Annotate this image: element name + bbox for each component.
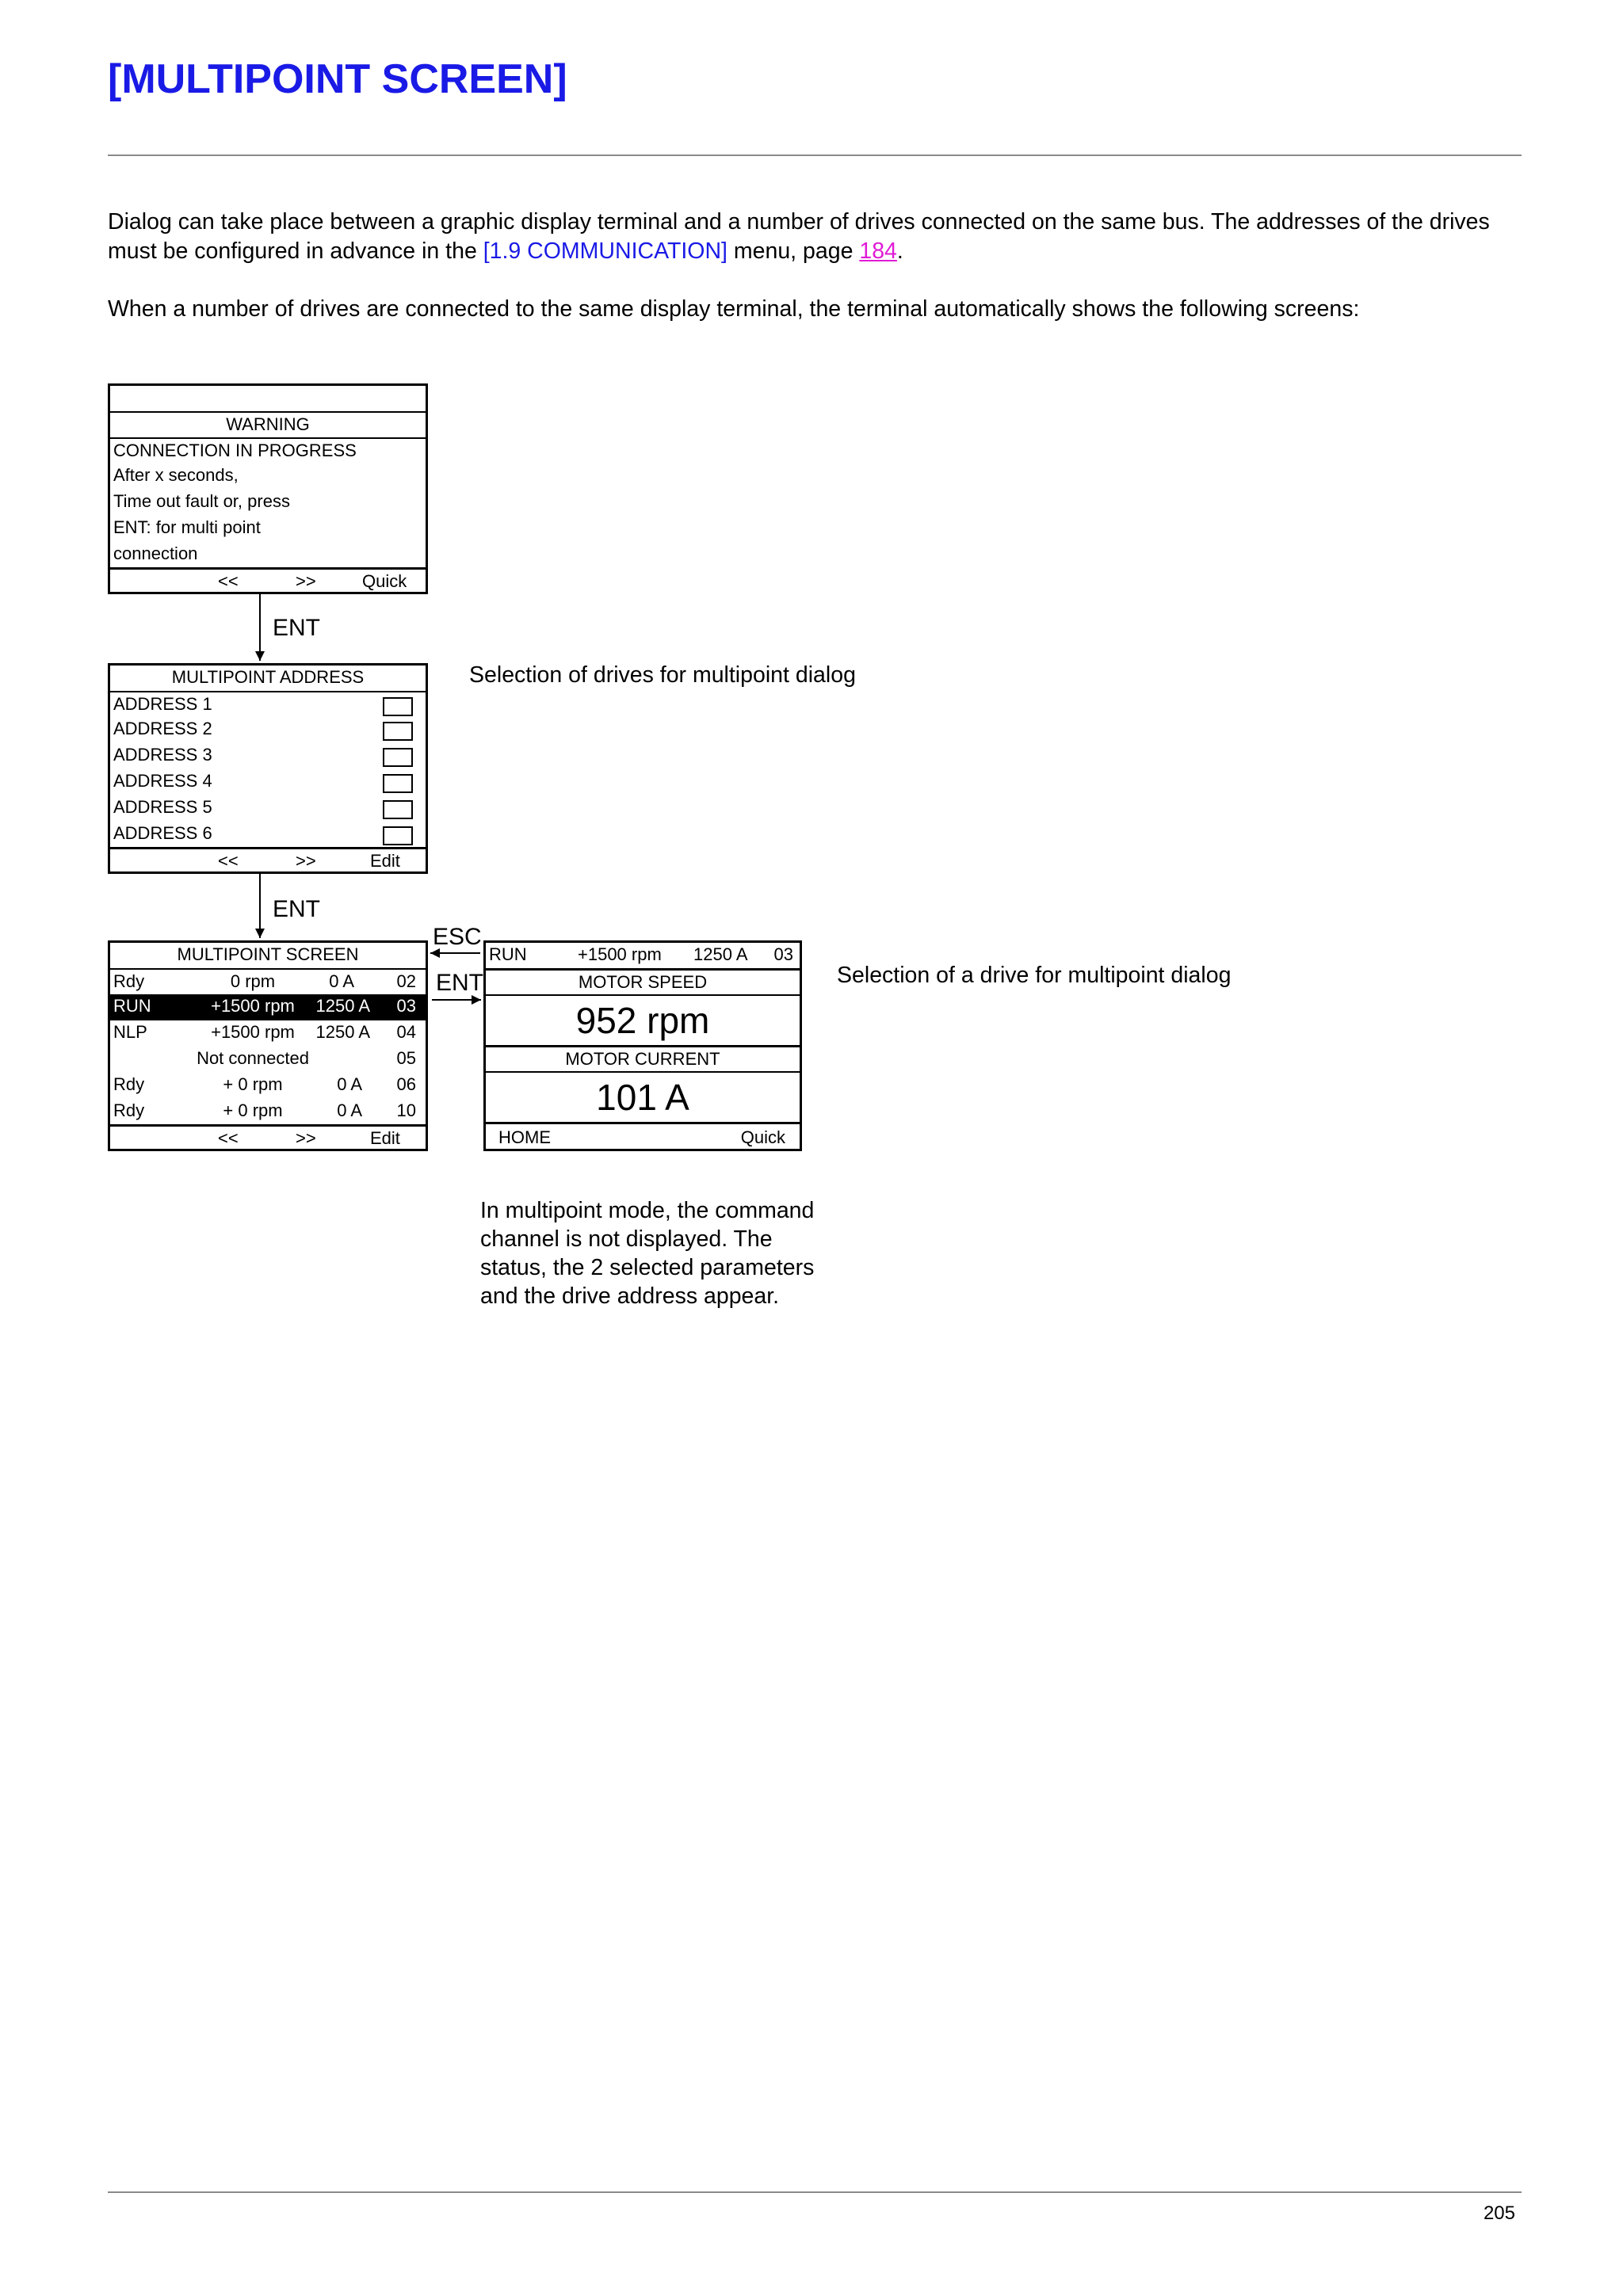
drive-status: Rdy bbox=[113, 1074, 145, 1094]
address-screen-caption: Selection of drives for multipoint dialog bbox=[469, 662, 856, 688]
address-checkbox[interactable] bbox=[383, 722, 413, 741]
home-key[interactable]: HOME bbox=[498, 1127, 551, 1147]
warning-line-text: CONNECTION IN PROGRESS bbox=[113, 441, 357, 460]
address-item-5[interactable] bbox=[110, 795, 426, 822]
communication-menu-reference: [1.9 COMMUNICATION] bbox=[483, 238, 727, 264]
drive-row-05[interactable] bbox=[110, 1047, 426, 1073]
address-item-label: ADDRESS 1 bbox=[113, 694, 212, 714]
note-line-1: In multipoint mode, the command bbox=[480, 1198, 815, 1223]
drive-current: 1250 A bbox=[315, 996, 370, 1016]
drive-address: 03 bbox=[773, 944, 793, 964]
ent-key-label-1: ENT bbox=[273, 615, 320, 641]
multipoint-header: MULTIPOINT SCREEN bbox=[177, 944, 359, 964]
drive-current: 0 A bbox=[329, 971, 354, 991]
motor-speed-label: MOTOR SPEED bbox=[486, 968, 800, 994]
prev-key[interactable]: << bbox=[218, 851, 239, 871]
top-rule bbox=[108, 154, 1522, 156]
multipoint-address-screen bbox=[108, 663, 428, 874]
warning-line-3 bbox=[110, 490, 426, 516]
note-line-2: channel is not displayed. The bbox=[480, 1226, 773, 1252]
drive-status-bar bbox=[486, 943, 800, 968]
address-item-label: ADDRESS 3 bbox=[113, 745, 212, 765]
address-item-label: ADDRESS 4 bbox=[113, 771, 212, 791]
drive-current: 0 A bbox=[337, 1100, 362, 1120]
address-checkbox[interactable] bbox=[383, 800, 413, 819]
drive-status: Rdy bbox=[113, 1100, 145, 1120]
warning-screen bbox=[108, 383, 428, 594]
warning-line-4 bbox=[110, 516, 426, 542]
drive-current: 0 A bbox=[337, 1074, 362, 1094]
intro-text-end: . bbox=[896, 238, 903, 264]
drive-address: 04 bbox=[396, 1022, 416, 1042]
address-item-label: ADDRESS 2 bbox=[113, 719, 212, 738]
warning-footer bbox=[110, 567, 426, 592]
address-item-2[interactable] bbox=[110, 717, 426, 743]
drive-speed: + 0 rpm bbox=[223, 1074, 283, 1094]
drive-current: 1250 A bbox=[693, 944, 748, 964]
address-item-6[interactable] bbox=[110, 822, 426, 848]
warning-line-text: After x seconds, bbox=[113, 465, 239, 485]
ent-key-label-3: ENT bbox=[436, 970, 483, 996]
bottom-rule bbox=[108, 2191, 1522, 2193]
drive-address: 06 bbox=[396, 1074, 416, 1094]
warning-screen-top-bar bbox=[110, 386, 426, 411]
warning-line-text: ENT: for multi point bbox=[113, 517, 261, 537]
page-title: [MULTIPOINT SCREEN] bbox=[108, 56, 567, 102]
next-key[interactable]: >> bbox=[296, 1128, 316, 1148]
drive-speed: + 0 rpm bbox=[223, 1100, 283, 1120]
intro-paragraph-1 bbox=[108, 208, 1526, 266]
address-item-label: ADDRESS 6 bbox=[113, 823, 212, 843]
quick-key[interactable]: Quick bbox=[362, 571, 407, 591]
motor-current-label: MOTOR CURRENT bbox=[486, 1045, 800, 1071]
multipoint-footer bbox=[110, 1124, 426, 1149]
warning-header: WARNING bbox=[110, 411, 426, 437]
warning-line-5 bbox=[110, 542, 426, 568]
next-key[interactable]: >> bbox=[296, 571, 316, 591]
warning-line-2 bbox=[110, 463, 426, 490]
address-checkbox[interactable] bbox=[383, 774, 413, 793]
address-header: MULTIPOINT ADDRESS bbox=[171, 667, 365, 687]
drive-row-06[interactable] bbox=[110, 1073, 426, 1099]
address-item-label: ADDRESS 5 bbox=[113, 797, 212, 817]
drive-row-03-selected[interactable] bbox=[110, 994, 426, 1020]
edit-key[interactable]: Edit bbox=[370, 1128, 400, 1148]
next-key[interactable]: >> bbox=[296, 851, 316, 871]
drive-status: Rdy bbox=[113, 971, 145, 991]
intro-text-middle: menu, page bbox=[727, 238, 860, 264]
drive-status: NLP bbox=[113, 1022, 147, 1042]
drive-speed: 0 rpm bbox=[230, 971, 276, 991]
motor-speed-value: 952 rpm bbox=[486, 994, 800, 1045]
address-checkbox[interactable] bbox=[383, 697, 413, 716]
address-checkbox[interactable] bbox=[383, 748, 413, 767]
drive-address: 03 bbox=[396, 996, 416, 1016]
prev-key[interactable]: << bbox=[218, 571, 239, 591]
warning-line-text: connection bbox=[113, 543, 198, 563]
warning-line-1 bbox=[110, 437, 426, 463]
address-checkbox[interactable] bbox=[383, 826, 413, 845]
motor-current-value: 101 A bbox=[486, 1071, 800, 1122]
note-line-4: and the drive address appear. bbox=[480, 1283, 780, 1309]
drive-row-10[interactable] bbox=[110, 1099, 426, 1125]
drive-speed: +1500 rpm bbox=[211, 996, 295, 1016]
drive-row-02[interactable] bbox=[110, 968, 426, 994]
drive-detail-footer bbox=[486, 1122, 800, 1149]
drive-address: 10 bbox=[396, 1100, 416, 1120]
esc-key-label: ESC bbox=[433, 924, 482, 950]
drive-address: 02 bbox=[396, 971, 416, 991]
drive-status: RUN bbox=[113, 996, 151, 1016]
address-item-3[interactable] bbox=[110, 743, 426, 769]
ent-key-label-2: ENT bbox=[273, 896, 320, 922]
multipoint-screen bbox=[108, 940, 428, 1151]
intro-paragraph-2: When a number of drives are connected to the same display terminal, the terminal automatically shows the following screens: bbox=[108, 296, 1360, 322]
note-line-3: status, the 2 selected parameters bbox=[480, 1255, 815, 1280]
address-footer bbox=[110, 847, 426, 871]
drive-status: RUN bbox=[489, 944, 527, 964]
drive-current: 1250 A bbox=[315, 1022, 370, 1042]
drive-detail-screen bbox=[483, 940, 802, 1151]
quick-key[interactable]: Quick bbox=[740, 1127, 785, 1147]
drive-row-04[interactable] bbox=[110, 1020, 426, 1047]
page-link-184[interactable]: 184 bbox=[859, 238, 897, 264]
drive-screen-caption: Selection of a drive for multipoint dialog bbox=[837, 963, 1232, 988]
address-item-1[interactable] bbox=[110, 691, 426, 717]
intro-text-start: Dialog can take place between a graphic display terminal and a number of drives connected on the same bus. The addresses of the drives must be configured in advance in the bbox=[108, 209, 1490, 264]
edit-key[interactable]: Edit bbox=[370, 851, 400, 871]
drive-address: 05 bbox=[396, 1048, 416, 1068]
drive-speed: +1500 rpm bbox=[211, 1022, 295, 1042]
drive-speed: +1500 rpm bbox=[578, 944, 662, 964]
address-item-4[interactable] bbox=[110, 769, 426, 795]
drive-speed: Not connected bbox=[197, 1048, 309, 1068]
warning-line-text: Time out fault or, press bbox=[113, 491, 290, 511]
prev-key[interactable]: << bbox=[218, 1128, 239, 1148]
page-number: 205 bbox=[1483, 2203, 1515, 2224]
